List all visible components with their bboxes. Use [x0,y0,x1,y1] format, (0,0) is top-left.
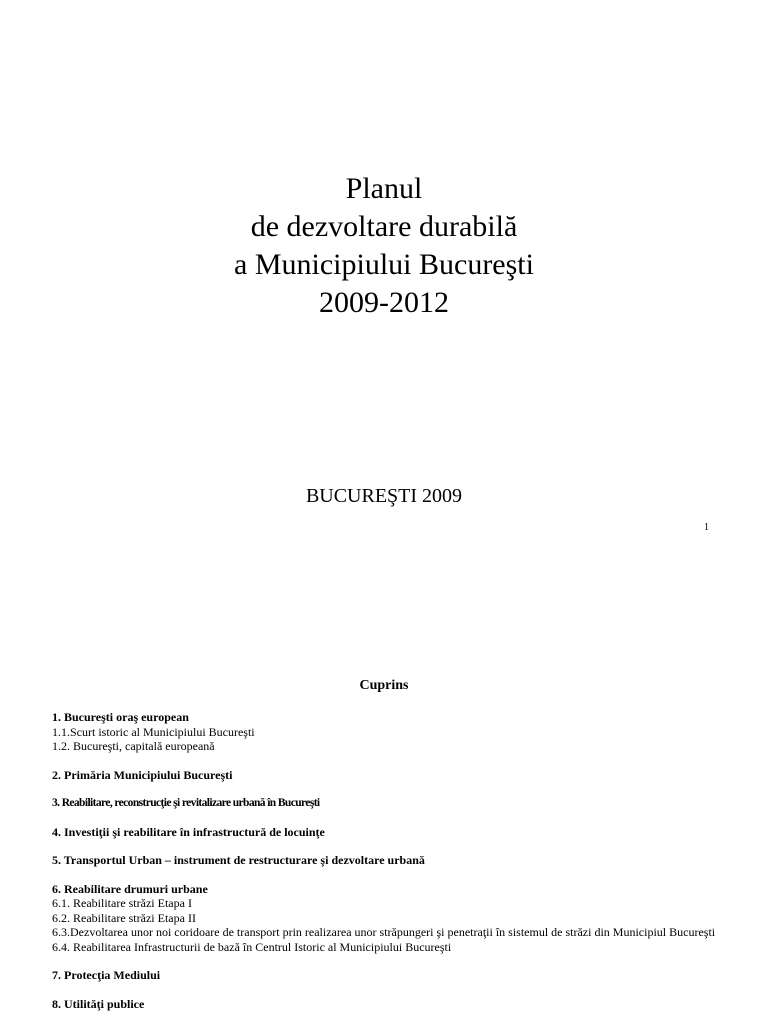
toc-item: 6.3.Dezvoltarea unor noi coridoare de transport prin realizarea unor străpungeri şi penetraţii în sistemul de străzi din Municipiul Bucureşti [52,925,716,939]
toc-section [52,825,732,840]
toc-section-title: 1. Bucureşti oraş european [52,710,189,724]
toc-section [52,710,732,754]
toc-section-title: 5. Transportul Urban – instrument de restructurare şi dezvoltare urbană [52,853,425,867]
toc-item: 6.1. Reabilitare străzi Etapa I [52,896,192,910]
toc-item: 6.4. Reabilitarea Infrastructurii de bază în Centrul Istoric al Municipiului Bucureşti [52,939,452,954]
toc-section [52,853,732,868]
toc-item: 1.1.Scurt istoric al Municipiului Bucureşti [52,724,255,739]
title-line: 2009-2012 [319,286,449,319]
toc-section-title: 6. Reabilitare drumuri urbane [52,881,208,896]
toc-section [52,997,732,1012]
city-year: BUCUREŞTI 2009 [305,485,463,507]
toc-section [52,882,732,955]
toc-section [52,796,732,811]
toc-section-title: 3. Reabilitare, reconstrucţie şi revitalizare urbană în Bucureşti [52,797,320,809]
toc-section-title: 7. Protecţia Mediului [52,968,161,982]
toc-item: 6.2. Reabilitare străzi Etapa II [52,910,196,925]
title-line: de dezvoltare durabilă [250,210,518,243]
document-title [0,170,768,322]
title-line: Planul [345,172,423,205]
toc-section-title: 8. Utilităţi publice [52,996,145,1011]
table-of-contents [52,710,732,1025]
toc-section-title: 2. Primăria Municipiului Bucureşti [52,767,233,782]
toc-item: 1.2. Bucureşti, capitală europeană [52,739,215,753]
toc-heading: Cuprins [359,678,409,693]
toc-section [52,768,732,783]
title-line: a Municipiului Bucureşti [234,248,534,281]
page-number: 1 [704,522,709,533]
toc-section-title: 4. Investiţii şi reabilitare în infrastructură de locuinţe [52,824,325,839]
toc-section [52,968,732,983]
